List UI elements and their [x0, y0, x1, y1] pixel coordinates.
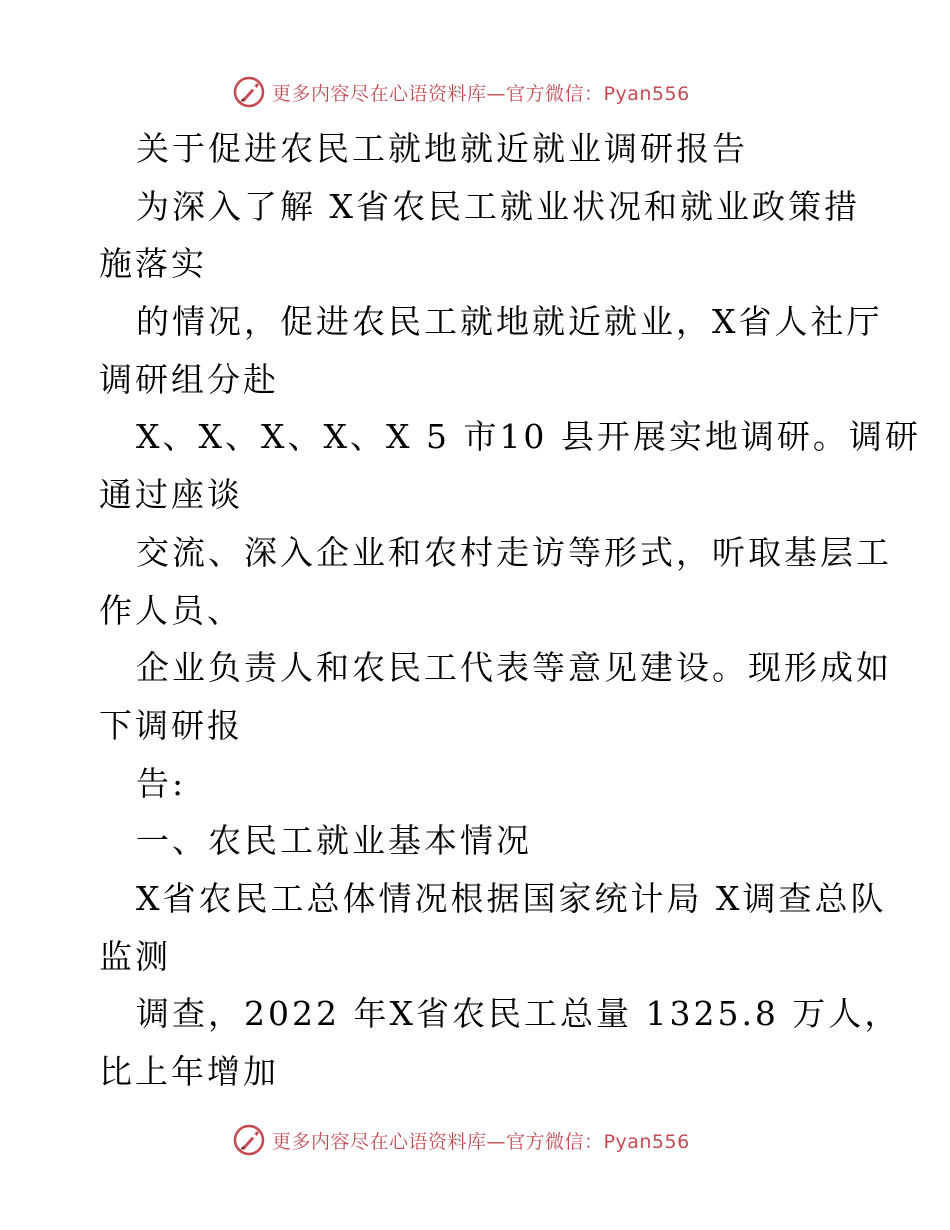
text-line: X省农民工总体情况根据国家统计局 X调查总队 — [136, 878, 887, 918]
footer-watermark — [232, 1120, 690, 1160]
text-line: 调查，2022 年X省农民工总量 1325.8 万人， — [136, 994, 901, 1034]
text-line: 作人员、 — [99, 590, 243, 630]
text-line: 调研组分赴 — [99, 359, 279, 399]
text-line: 交流、深入企业和农村走访等形式，听取基层工 — [136, 532, 892, 572]
text-line: 一、农民工就业基本情况 — [136, 821, 532, 861]
watermark-text: 更多内容尽在心语资料库—官方微信：Pyan556 — [272, 82, 690, 105]
text-line: 监测 — [99, 936, 171, 976]
document-body — [99, 120, 921, 1101]
text-line: 通过座谈 — [99, 475, 243, 515]
text-line: 为深入了解 X省农民工就业状况和就业政策措 — [136, 186, 860, 226]
quill-pen-logo-icon — [232, 1123, 266, 1157]
watermark-text: 更多内容尽在心语资料库—官方微信：Pyan556 — [272, 1130, 690, 1153]
text-line: 的情况，促进农民工就地就近就业，X省人社厅 — [136, 302, 883, 342]
header-watermark — [232, 72, 690, 112]
text-line: 施落实 — [99, 244, 207, 284]
text-line: 关于促进农民工就地就近就业调研报告 — [136, 129, 748, 168]
text-line: 比上年增加 — [99, 1052, 279, 1091]
text-line: 企业负责人和农民工代表等意见建设。现形成如 — [136, 648, 892, 688]
text-line: X、X、X、X、X 5 市10 县开展实地调研。调研 — [136, 417, 921, 457]
text-line: 下调研报 — [99, 705, 243, 745]
text-line: 告: — [136, 763, 187, 803]
quill-pen-logo-icon — [232, 75, 266, 109]
